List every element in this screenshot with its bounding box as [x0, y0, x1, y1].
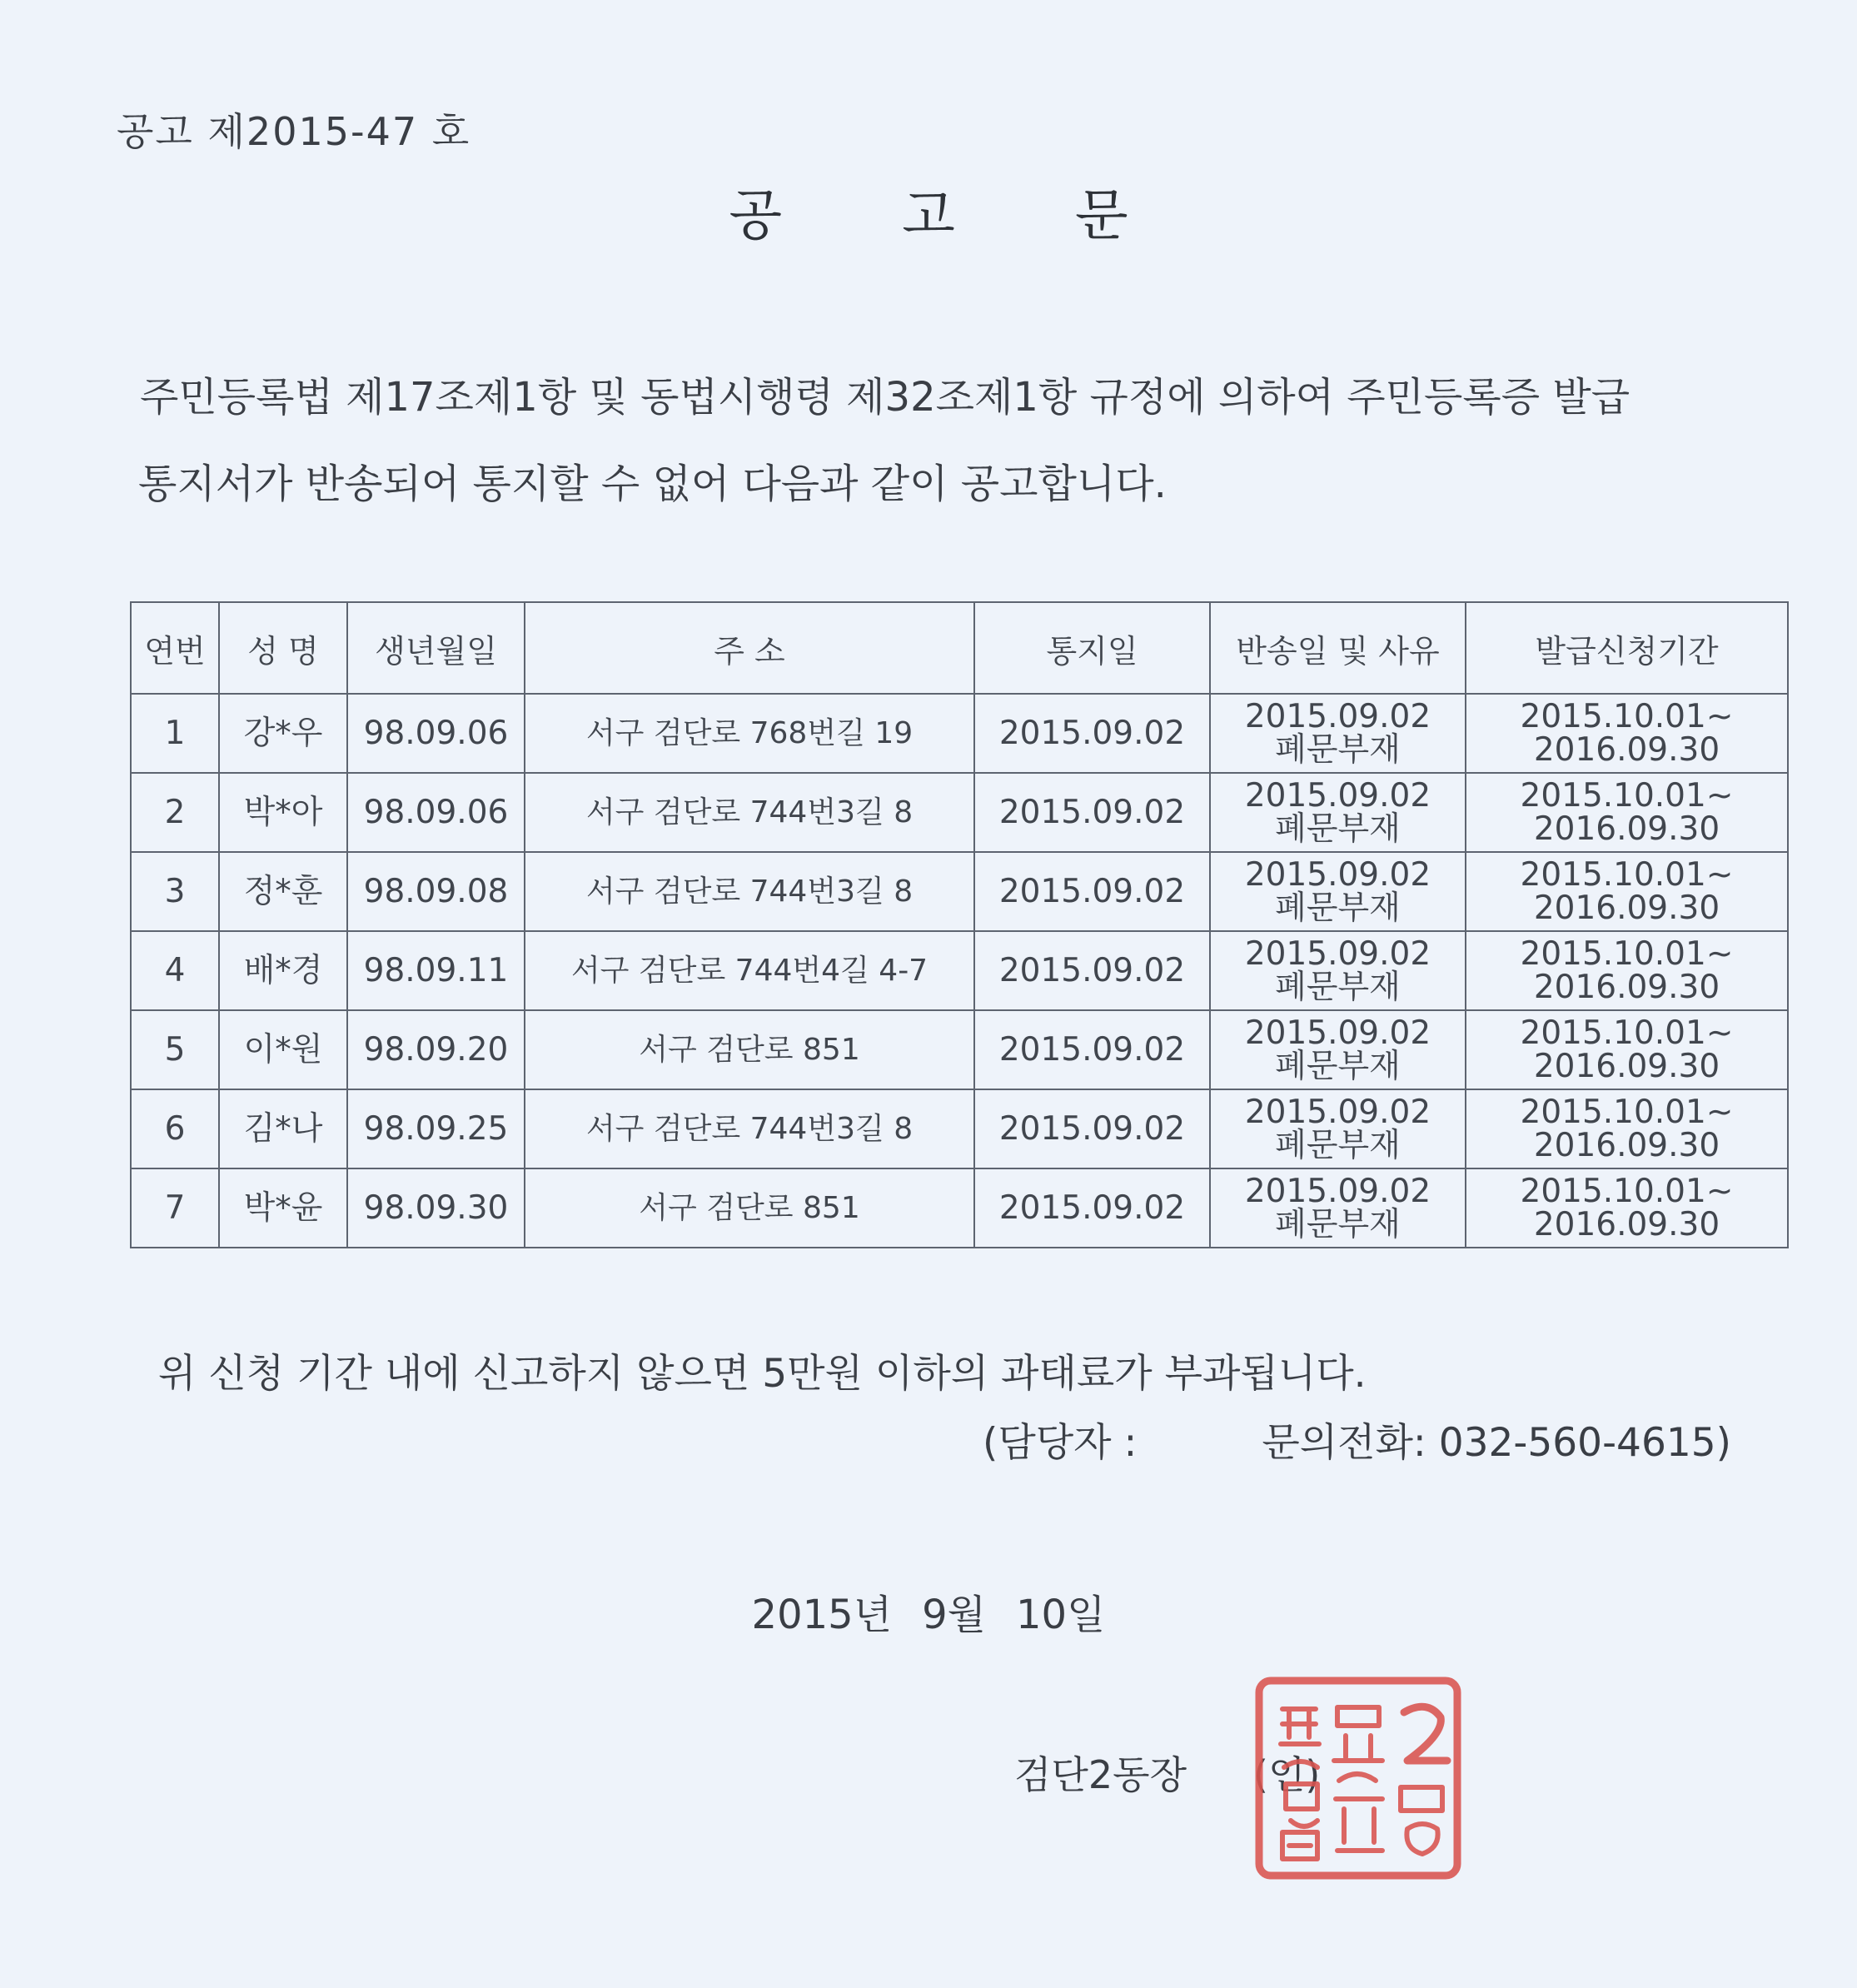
returned-date: 2015.09.02 — [1244, 1014, 1431, 1052]
table-row — [131, 852, 1788, 931]
cell-period — [1466, 931, 1788, 1010]
table-row — [131, 931, 1788, 1010]
table-header-row — [131, 602, 1788, 694]
cell-returned — [1210, 852, 1466, 931]
period-start: 2015.10.01~ — [1520, 1014, 1734, 1052]
header-birth: 생년월일 — [347, 602, 525, 694]
header-name: 성 명 — [219, 602, 347, 694]
cell-birth: 98.09.11 — [347, 931, 525, 1010]
cell-address: 서구 검단로 744번3길 8 — [525, 773, 974, 852]
period-end: 2016.09.30 — [1533, 889, 1720, 927]
cell-notified: 2015.09.02 — [974, 1089, 1210, 1168]
cell-name: 김*나 — [219, 1089, 347, 1168]
returned-date: 2015.09.02 — [1244, 697, 1431, 735]
cell-returned — [1210, 773, 1466, 852]
cell-name: 배*경 — [219, 931, 347, 1010]
official-seal-icon — [1252, 1674, 1464, 1882]
returned-reason: 폐문부재 — [1275, 968, 1401, 1006]
cell-period — [1466, 694, 1788, 773]
cell-returned — [1210, 931, 1466, 1010]
cell-address: 서구 검단로 768번길 19 — [525, 694, 974, 773]
cell-period — [1466, 852, 1788, 931]
header-returned: 반송일 및 사유 — [1210, 602, 1466, 694]
table-row — [131, 1089, 1788, 1168]
cell-birth: 98.09.06 — [347, 773, 525, 852]
period-start: 2015.10.01~ — [1520, 697, 1734, 735]
cell-birth: 98.09.08 — [347, 852, 525, 931]
returned-notice-table — [130, 601, 1789, 1248]
period-end: 2016.09.30 — [1533, 1047, 1720, 1085]
table-row — [131, 1168, 1788, 1248]
intro-line-2: 통지서가 반송되어 통지할 수 없어 다음과 같이 공고합니다. — [138, 461, 1167, 507]
title-char: 공 — [729, 183, 783, 247]
cell-name: 박*윤 — [219, 1168, 347, 1248]
period-end: 2016.09.30 — [1533, 810, 1720, 848]
header-period: 발급신청기간 — [1466, 602, 1788, 694]
table-row — [131, 773, 1788, 852]
cell-birth: 98.09.25 — [347, 1089, 525, 1168]
issue-date — [0, 1582, 1857, 1640]
title-char: 문 — [1074, 183, 1128, 247]
period-start: 2015.10.01~ — [1520, 855, 1734, 894]
cell-no: 3 — [131, 852, 219, 931]
contact-line — [983, 1412, 1731, 1467]
penalty-warning: 위 신청 기간 내에 신고하지 않으면 5만원 이하의 과태료가 부과됩니다. — [158, 1351, 1367, 1397]
issue-day: 10일 — [1016, 1592, 1106, 1638]
cell-no: 5 — [131, 1010, 219, 1089]
cell-returned — [1210, 1089, 1466, 1168]
cell-no: 6 — [131, 1089, 219, 1168]
cell-no: 4 — [131, 931, 219, 1010]
cell-address: 서구 검단로 851 — [525, 1010, 974, 1089]
returned-reason: 폐문부재 — [1275, 1047, 1401, 1085]
cell-name: 이*원 — [219, 1010, 347, 1089]
issue-month: 9월 — [922, 1592, 986, 1638]
cell-birth: 98.09.30 — [347, 1168, 525, 1248]
table-row — [131, 694, 1788, 773]
cell-name: 박*아 — [219, 773, 347, 852]
cell-name: 정*훈 — [219, 852, 347, 931]
cell-no: 2 — [131, 773, 219, 852]
header-no: 연번 — [131, 602, 219, 694]
returned-reason: 폐문부재 — [1275, 730, 1401, 769]
period-end: 2016.09.30 — [1533, 730, 1720, 769]
cell-address: 서구 검단로 744번3길 8 — [525, 1089, 974, 1168]
cell-birth: 98.09.06 — [347, 694, 525, 773]
period-end: 2016.09.30 — [1533, 968, 1720, 1006]
seal-mark: (인) — [1253, 1752, 1321, 1797]
contact-label: (담당자 : — [983, 1420, 1138, 1466]
issue-year: 2015년 — [751, 1592, 893, 1638]
returned-date: 2015.09.02 — [1244, 776, 1431, 815]
cell-notified: 2015.09.02 — [974, 931, 1210, 1010]
returned-date: 2015.09.02 — [1244, 934, 1431, 973]
title-char: 고 — [902, 183, 955, 247]
period-start: 2015.10.01~ — [1520, 934, 1734, 973]
cell-period — [1466, 1010, 1788, 1089]
notice-number: 공고 제2015-47 호 — [117, 109, 471, 154]
period-start: 2015.10.01~ — [1520, 1093, 1734, 1131]
cell-no: 7 — [131, 1168, 219, 1248]
returned-date: 2015.09.02 — [1244, 1172, 1431, 1210]
cell-name: 강*우 — [219, 694, 347, 773]
cell-period — [1466, 1089, 1788, 1168]
returned-date: 2015.09.02 — [1244, 1093, 1431, 1131]
cell-notified: 2015.09.02 — [974, 694, 1210, 773]
cell-address: 서구 검단로 744번3길 8 — [525, 852, 974, 931]
cell-period — [1466, 773, 1788, 852]
table-body — [131, 694, 1788, 1248]
returned-reason: 폐문부재 — [1275, 1126, 1401, 1164]
cell-no: 1 — [131, 694, 219, 773]
header-notified: 통지일 — [974, 602, 1210, 694]
cell-address: 서구 검단로 744번4길 4-7 — [525, 931, 974, 1010]
cell-notified: 2015.09.02 — [974, 1168, 1210, 1248]
period-start: 2015.10.01~ — [1520, 1172, 1734, 1210]
period-start: 2015.10.01~ — [1520, 776, 1734, 815]
returned-reason: 폐문부재 — [1275, 889, 1401, 927]
contact-phone: 문의전화: 032-560-4615) — [1262, 1420, 1731, 1466]
document-title — [0, 171, 1857, 250]
returned-reason: 폐문부재 — [1275, 1205, 1401, 1243]
cell-notified: 2015.09.02 — [974, 1010, 1210, 1089]
returned-reason: 폐문부재 — [1275, 810, 1401, 848]
intro-line-1: 주민등록법 제17조제1항 및 동법시행령 제32조제1항 규정에 의하여 주민등록증 발급 — [140, 374, 1630, 421]
cell-birth: 98.09.20 — [347, 1010, 525, 1089]
cell-notified: 2015.09.02 — [974, 773, 1210, 852]
table-row — [131, 1010, 1788, 1089]
cell-notified: 2015.09.02 — [974, 852, 1210, 931]
cell-returned — [1210, 1010, 1466, 1089]
cell-period — [1466, 1168, 1788, 1248]
period-end: 2016.09.30 — [1533, 1126, 1720, 1164]
cell-address: 서구 검단로 851 — [525, 1168, 974, 1248]
cell-returned — [1210, 694, 1466, 773]
header-address: 주 소 — [525, 602, 974, 694]
cell-returned — [1210, 1168, 1466, 1248]
period-end: 2016.09.30 — [1533, 1205, 1720, 1243]
returned-date: 2015.09.02 — [1244, 855, 1431, 894]
signer-title: 검단2동장 — [1014, 1752, 1187, 1797]
